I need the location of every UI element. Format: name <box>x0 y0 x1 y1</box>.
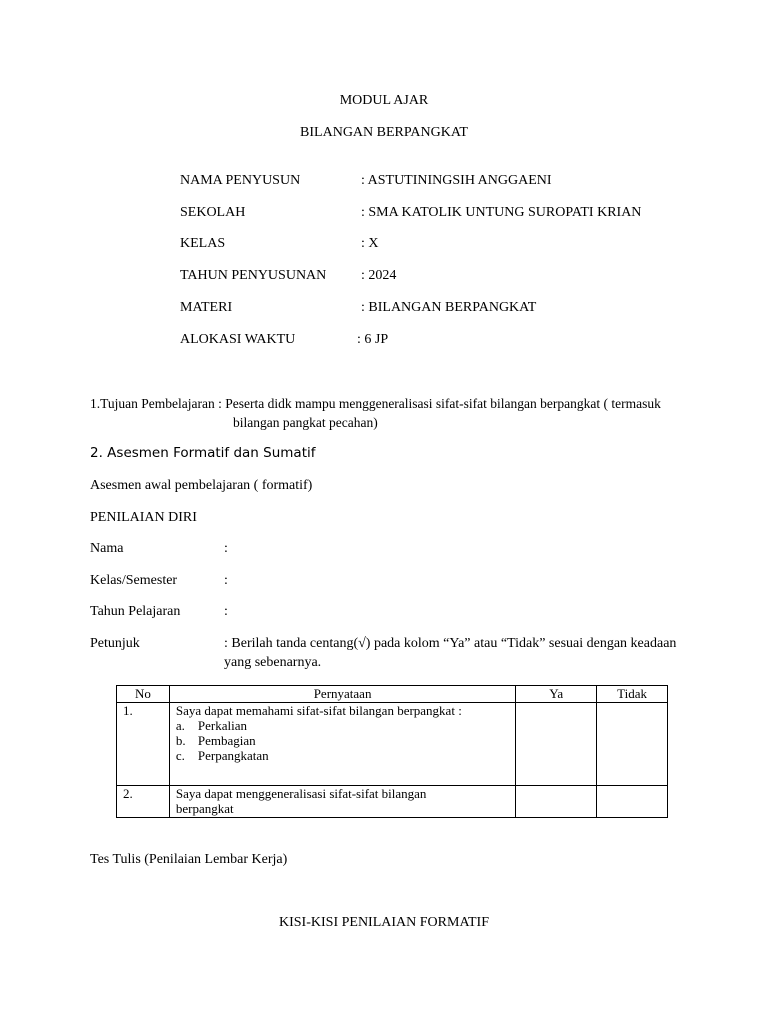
list-item-text: Perkalian <box>197 718 247 733</box>
list-item-text: Perpangkatan <box>197 748 269 763</box>
identity-value-author: : ASTUTININGSIH ANGGAENI <box>361 173 552 188</box>
kisi-kisi-title: KISI-KISI PENILAIAN FORMATIF <box>279 915 489 930</box>
identity-label-author: NAMA PENYUSUN <box>180 173 301 188</box>
table-row <box>117 786 668 818</box>
list-item-letter: b. <box>175 733 186 748</box>
identity-value-year: : 2024 <box>361 268 397 283</box>
statement-text: Saya dapat memahami sifat-sifat bilangan berpangkat : <box>175 703 462 718</box>
list-item-letter: c. <box>175 748 185 763</box>
header-no-answer: Tidak <box>597 686 668 703</box>
instruction-line1: : Berilah tanda centang(√) pada kolom “Ya” atau “Tidak” sesuai dengan keadaan <box>224 636 677 651</box>
statement-cell <box>169 786 515 818</box>
learning-objective-line1: 1.Tujuan Pembelajaran : Peserta didk mampu menggeneralisasi sifat-sifat bilangan berpangkat ( termasuk <box>90 396 661 411</box>
list-item <box>176 748 509 763</box>
field-label-class-semester: Kelas/Semester <box>90 573 178 588</box>
answer-no-cell[interactable] <box>597 703 668 786</box>
field-label-name: Nama <box>90 541 124 556</box>
document-subtitle: BILANGAN BERPANGKAT <box>300 125 468 140</box>
identity-label-school: SEKOLAH <box>180 205 246 220</box>
section-heading-assessment: 2. Asesmen Formatif dan Sumatif <box>90 445 316 461</box>
header-statement: Pernyataan <box>169 686 515 703</box>
row-number: 1. <box>117 703 170 786</box>
identity-value-material: : BILANGAN BERPANGKAT <box>361 300 537 315</box>
table-row <box>117 703 668 786</box>
identity-label-time: ALOKASI WAKTU <box>180 332 296 347</box>
identity-value-class: : X <box>361 236 379 251</box>
identity-value-time: : 6 JP <box>357 332 389 347</box>
assessment-intro: Asesmen awal pembelajaran ( formatif) <box>90 478 313 493</box>
statement-text-line1: Saya dapat menggeneralisasi sifat-sifat bilangan <box>175 786 427 801</box>
answer-yes-cell[interactable] <box>516 703 597 786</box>
document-title: MODUL AJAR <box>339 93 429 108</box>
self-assessment-title: PENILAIAN DIRI <box>90 510 197 525</box>
answer-yes-cell[interactable] <box>516 786 597 818</box>
header-yes: Ya <box>516 686 597 703</box>
row-number: 2. <box>117 786 170 818</box>
list-item <box>176 718 509 733</box>
field-value-name: : <box>224 541 228 556</box>
instruction-label: Petunjuk <box>90 636 140 651</box>
identity-label-class: KELAS <box>180 236 226 251</box>
list-item-text: Pembagian <box>197 733 256 748</box>
field-value-academic-year: : <box>224 604 228 619</box>
answer-no-cell[interactable] <box>597 786 668 818</box>
self-assessment-table <box>116 685 668 818</box>
identity-label-material: MATERI <box>180 300 233 315</box>
statement-text-line2: berpangkat <box>175 801 234 816</box>
learning-objective-line2: bilangan pangkat pecahan) <box>233 415 378 430</box>
statement-cell <box>169 703 515 786</box>
header-no: No <box>117 686 170 703</box>
identity-label-year: TAHUN PENYUSUNAN <box>180 268 327 283</box>
instruction-line2: yang sebenarnya. <box>224 655 322 670</box>
list-item <box>176 733 509 748</box>
list-item-letter: a. <box>175 718 185 733</box>
written-test-label: Tes Tulis (Penilaian Lembar Kerja) <box>90 852 288 867</box>
field-value-class-semester: : <box>224 573 228 588</box>
field-label-academic-year: Tahun Pelajaran <box>90 604 181 619</box>
identity-value-school: : SMA KATOLIK UNTUNG SUROPATI KRIAN <box>361 205 642 220</box>
table-header-row <box>117 686 668 703</box>
